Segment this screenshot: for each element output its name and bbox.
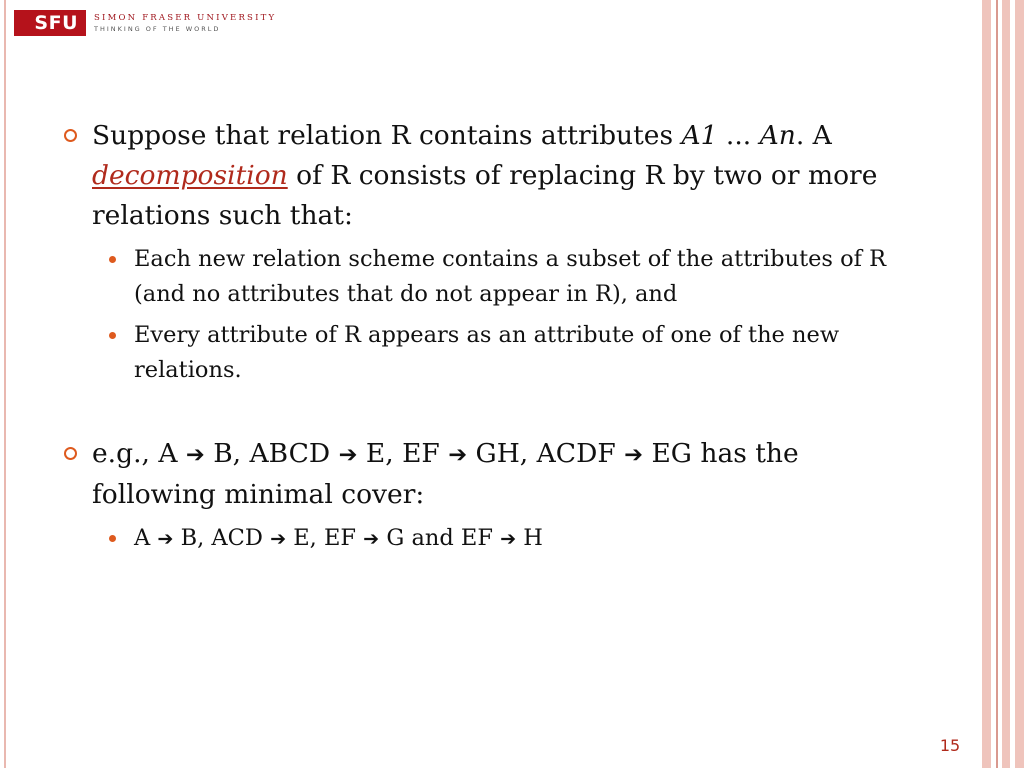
sub-bullet-minimal-cover: A ➔ B, ACD ➔ E, EF ➔ G and EF ➔ H: [107, 521, 902, 556]
slide-body: [62, 116, 902, 556]
page-number: 15: [939, 736, 961, 755]
left-frame-line: [4, 0, 6, 768]
ring-bullet-icon: [64, 447, 77, 460]
sfu-logo-text: [94, 13, 276, 33]
sub-bullet-every-attribute: Every attribute of R appears as an attribute of one of the new relations.: [107, 318, 902, 388]
arrow-right-icon: ➔: [363, 527, 380, 550]
dot-bullet-icon: [109, 535, 116, 542]
university-name: SIMON FRASER UNIVERSITY: [94, 13, 277, 23]
sub-bullet-subset: Each new relation scheme contains a subset of the attributes of R (and no attributes that do not appear in R), and: [107, 242, 902, 312]
bullet-decomposition-definition: Suppose that relation R contains attributes A1 ... An. A decomposition of R consists of replacing R by two or more relations such that:: [62, 116, 902, 236]
bullet-example: e.g., A ➔ B, ABCD ➔ E, EF ➔ GH, ACDF ➔ EG has the following minimal cover:: [62, 434, 902, 515]
arrow-right-icon: ➔: [157, 527, 174, 550]
arrow-right-icon: ➔: [338, 442, 358, 468]
arrow-right-icon: ➔: [500, 527, 517, 550]
arrow-right-icon: ➔: [270, 527, 287, 550]
sfu-logo: [14, 10, 276, 36]
dot-bullet-icon: [109, 256, 116, 263]
dot-bullet-icon: [109, 332, 116, 339]
arrow-right-icon: ➔: [448, 442, 468, 468]
arrow-right-icon: ➔: [185, 442, 205, 468]
university-tagline: THINKING OF THE WORLD: [94, 25, 221, 33]
sfu-logo-badge: SFU: [14, 10, 86, 36]
decomposition-term: decomposition: [92, 160, 288, 191]
right-decorative-stripes: [974, 0, 1024, 768]
arrow-right-icon: ➔: [624, 442, 644, 468]
ring-bullet-icon: [64, 129, 77, 142]
